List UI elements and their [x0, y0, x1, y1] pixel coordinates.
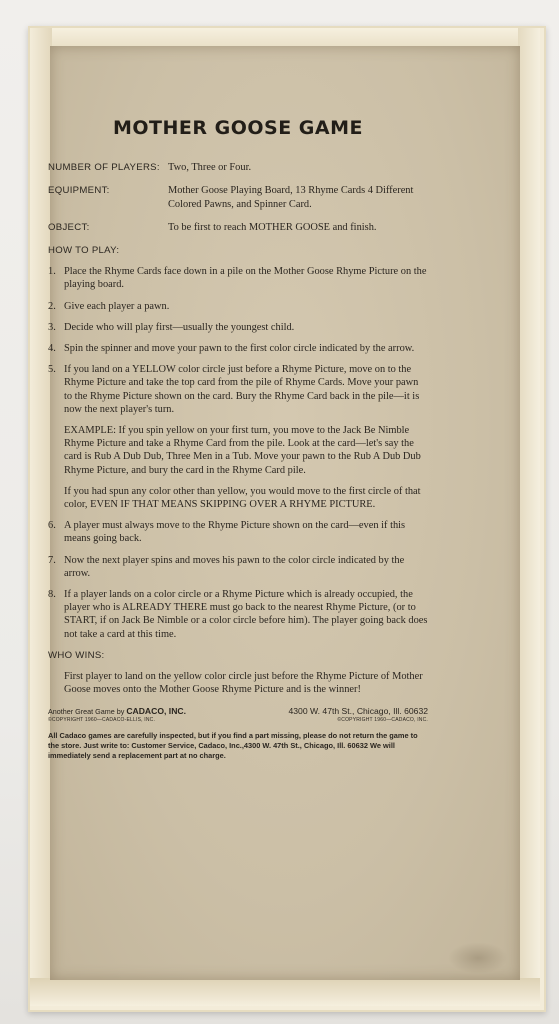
copyright-left: ©COPYRIGHT 1960—CADACO-ELLIS, INC. [48, 716, 156, 723]
who-wins-text: First player to land on the yellow color circle just before the Rhyme Picture of Mother Goose moves onto the Mother Goose Rhyme Picture and is the winner! [64, 671, 423, 696]
step-number: 3. [48, 321, 56, 333]
step-number: 8. [48, 589, 56, 601]
footer-brand [48, 707, 186, 716]
step-number: 5. [48, 364, 56, 376]
step-7 [48, 554, 428, 580]
step-number: 2. [48, 300, 56, 312]
step-text: Place the Rhyme Cards face down in a pile on the Mother Goose Rhyme Picture on the playing board. [64, 266, 427, 291]
step-text: If you land on a YELLOW color circle just before a Rhyme Picture, move on to the Rhyme Picture and take the top card from the pile of Rhyme Cards. Move your pawn to the Rhyme Picture shown on the card. Bury the Rhyme Card back in the pile—it is now the next player's turn. [64, 364, 420, 415]
info-label: OBJECT: [48, 221, 90, 233]
step-1 [48, 265, 428, 291]
step-text: Spin the spinner and move your pawn to the first color circle indicated by the arrow. [64, 343, 415, 355]
step-8 [48, 588, 428, 641]
footer [48, 707, 428, 761]
step-number: 6. [48, 520, 56, 532]
step-text: Decide who will play first—usually the youngest child. [64, 321, 295, 333]
step-2 [48, 300, 428, 313]
step-5 [48, 363, 428, 416]
box-wall-bottom [30, 978, 540, 1006]
rules-text [48, 117, 428, 761]
step-number: 4. [48, 343, 56, 355]
copyright-right: ©COPYRIGHT 1960—CADACO, INC. [337, 716, 428, 723]
info-value: Mother Goose Playing Board, 13 Rhyme Cards 4 Different Colored Pawns, and Spinner Card. [168, 185, 414, 210]
step-number: 1. [48, 266, 56, 278]
info-label: EQUIPMENT: [48, 185, 110, 197]
step-number: 7. [48, 554, 56, 566]
info-equipment [48, 184, 428, 210]
how-to-play-heading: HOW TO PLAY: [48, 245, 120, 257]
other-color-paragraph: If you had spun any color other than yellow, you would move to the first circle of that color, EVEN IF THAT MEANS SKIPPING OVER A RHYME PICTURE. [64, 485, 421, 511]
step-text: If a player lands on a color circle or a Rhyme Picture which is already occupied, the player who is ALREADY THERE must go back to the nearest Rhyme Picture, (or to START, if on Jack Be Nimble or a color circle before him). The player going back does not take a card at this time. [64, 589, 428, 640]
stain-mark [448, 942, 508, 974]
step-text: Now the next player spins and moves his pawn to the color circle indicated by the arrow. [64, 554, 405, 579]
step-text: Give each player a pawn. [64, 300, 170, 312]
info-value: Two, Three or Four. [168, 162, 252, 174]
who-wins-heading: WHO WINS: [48, 649, 105, 661]
box-wall-right [518, 28, 540, 1006]
info-value: To be first to reach MOTHER GOOSE and finish. [168, 221, 377, 233]
info-label: NUMBER OF PLAYERS: [48, 162, 160, 174]
replacement-notice: All Cadaco games are carefully inspected, but if you find a part missing, please do not return the game to the store. Just write to: Customer Service, Cadaco, Inc.,4300 W. 47th St., Chicago, Ill. 60632 We will immediately send a replacement part at no charge. [48, 730, 418, 760]
page-title: MOTHER GOOSE GAME [112, 117, 363, 139]
footer-company: CADACO, INC. [126, 705, 186, 716]
step-6 [48, 519, 428, 545]
step-text: A player must always move to the Rhyme Picture shown on the card—even if this means going back. [64, 520, 406, 545]
box-wall-top [30, 28, 540, 48]
footer-another: Another Great Game by [48, 706, 125, 716]
info-object [48, 221, 428, 234]
example-paragraph: EXAMPLE: If you spin yellow on your first turn, you move to the Jack Be Nimble Rhyme Picture and take a Rhyme Card from the pile. Look at the card—let's say the card is Rub A Dub Dub, Three Men in a Tub. Move your pawn to the Rub A Dub Dub Rhyme Picture, and bury the card in the Rhyme Card pile. [64, 425, 421, 476]
footer-address: 4300 W. 47th St., Chicago, Ill. 60632 [288, 705, 428, 716]
footer-copyright-row [48, 716, 428, 725]
step-4 [48, 342, 428, 355]
footer-company-row [48, 707, 428, 716]
info-players [48, 161, 428, 174]
step-3 [48, 321, 428, 334]
